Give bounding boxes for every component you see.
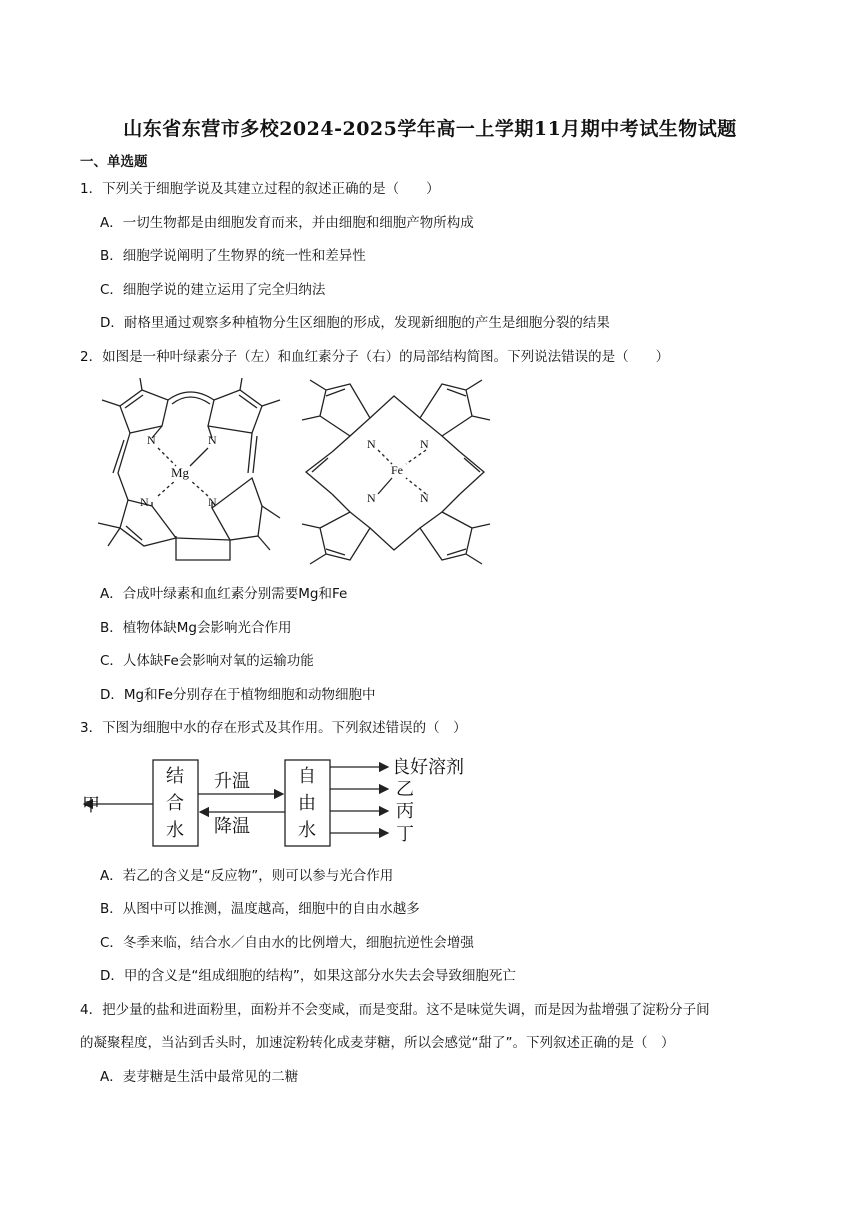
question-2-option-a: A．合成叶绿素和血红素分别需要Mg和Fe [100, 586, 348, 602]
question-4-option-a: A．麦芽糖是生活中最常见的二糖 [100, 1069, 299, 1085]
n-atom-label: N [208, 433, 217, 447]
question-3-option-b: B．从图中可以推测，温度越高，细胞中的自由水越多 [100, 901, 420, 917]
good-solvent-label: 良好溶剂 [392, 757, 464, 777]
n-atom-label: N [147, 433, 156, 447]
bound-water-char: 水 [166, 820, 184, 840]
heating-label: 升温 [214, 771, 250, 791]
question-2-option-b: B．植物体缺Mg会影响光合作用 [100, 620, 292, 636]
question-3-option-d: D．甲的含义是“组成细胞的结构”，如果这部分水失去会导致细胞死亡 [100, 968, 516, 984]
question-3-option-a: A．若乙的含义是“反应物”，则可以参与光合作用 [100, 868, 394, 884]
question-2-stem: 2．如图是一种叶绿素分子（左）和血红素分子（右）的局部结构简图。下列说法错误的是（ ） [80, 349, 670, 365]
question-1-stem: 1．下列关于细胞学说及其建立过程的叙述正确的是（ ） [80, 181, 440, 197]
fe-label: Fe [391, 463, 403, 477]
question-4-stem-line-1: 4．把少量的盐和进面粉里，面粉并不会变咸，而是变甜。这不是味觉失调，而是因为盐增强了淀粉分子间 [80, 1002, 710, 1018]
mg-label: Mg [171, 465, 190, 480]
question-2-option-c: C．人体缺Fe会影响对氧的运输功能 [100, 653, 314, 669]
free-water-char: 由 [298, 793, 316, 813]
bound-water-char: 结 [166, 766, 184, 786]
ding-label: 丁 [396, 824, 414, 844]
cooling-label: 降温 [214, 816, 250, 836]
water-forms-diagram [80, 752, 500, 852]
n-atom-label: N [420, 491, 429, 505]
section-heading: 一、单选题 [80, 154, 148, 170]
n-atom-label: N [367, 437, 376, 451]
bing-label: 丙 [396, 801, 414, 821]
free-water-char: 水 [298, 820, 316, 840]
n-atom-label: N [140, 495, 149, 509]
question-3-option-c: C．冬季来临，结合水／自由水的比例增大，细胞抗逆性会增强 [100, 935, 474, 951]
chlorophyll-heme-figure [80, 378, 510, 568]
question-4-stem-line-2: 的凝聚程度，当沾到舌头时，加速淀粉转化成麦芽糖，所以会感觉“甜了”。下列叙述正确的是（ ） [80, 1035, 675, 1051]
bound-water-char: 合 [166, 793, 184, 813]
question-1-option-a: A．一切生物都是由细胞发育而来，并由细胞和细胞产物所构成 [100, 215, 474, 231]
jia-label: 甲 [82, 795, 100, 815]
yi-label: 乙 [396, 779, 414, 799]
n-atom-label: N [367, 491, 376, 505]
free-water-char: 自 [298, 766, 316, 786]
question-1-option-b: B．细胞学说阐明了生物界的统一性和差异性 [100, 248, 366, 264]
page-title: 山东省东营市多校2024-2025学年高一上学期11月期中考试生物试题 [123, 118, 737, 140]
n-atom-label: N [208, 495, 217, 509]
n-atom-label: N [420, 437, 429, 451]
question-1-option-d: D．耐格里通过观察多种植物分生区细胞的形成，发现新细胞的产生是细胞分裂的结果 [100, 315, 610, 331]
question-2-option-d: D．Mg和Fe分别存在于植物细胞和动物细胞中 [100, 687, 376, 703]
question-3-stem: 3．下图为细胞中水的存在形式及其作用。下列叙述错误的（ ） [80, 720, 467, 736]
question-1-option-c: C．细胞学说的建立运用了完全归纳法 [100, 282, 326, 298]
